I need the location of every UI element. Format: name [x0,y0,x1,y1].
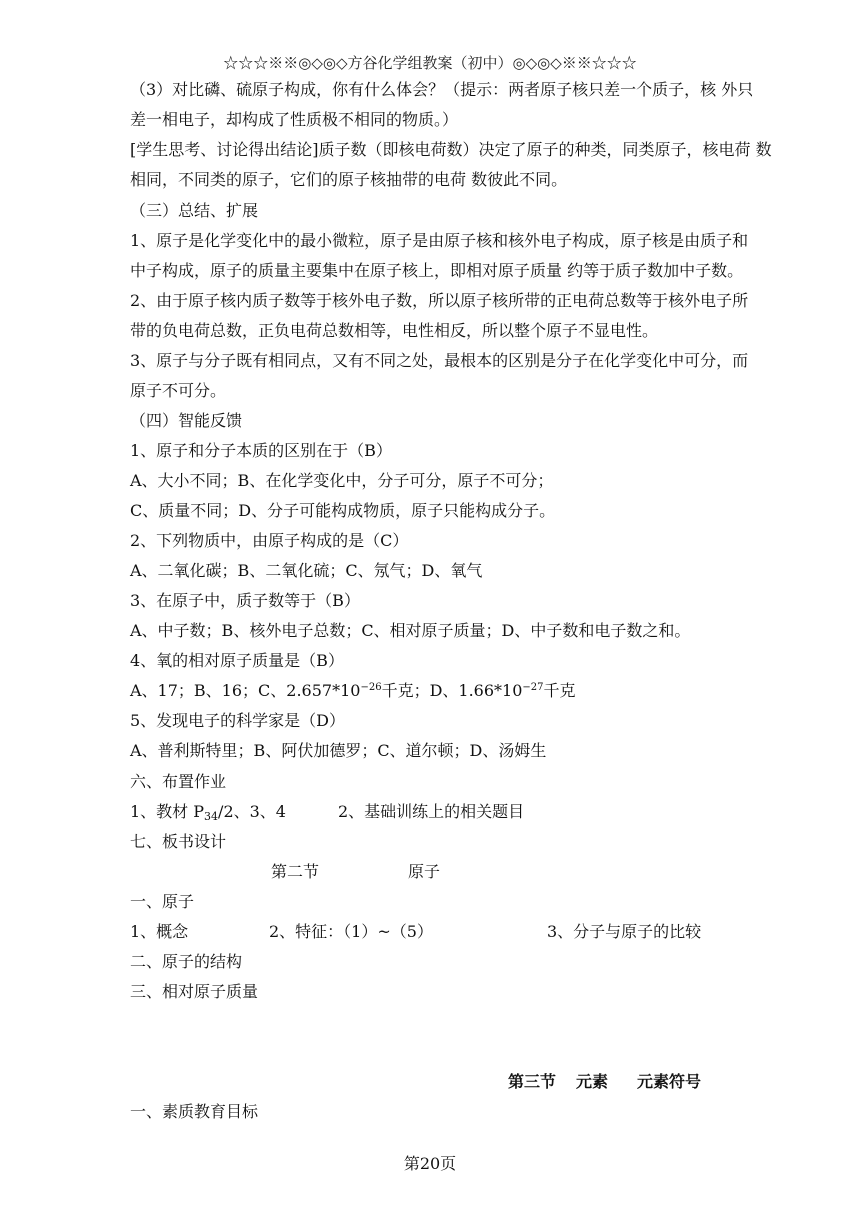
section4-title: （四）智能反馈 [130,411,243,430]
quiz-q3-options: A、中子数；B、核外电子总数；C、相对原子质量；D、中子数和电子数之和。 [130,621,691,640]
para2-line1: [学生思考、讨论得出结论]质子数（即核电荷数）决定了原子的种类，同类原子，核电荷 数 [130,140,772,159]
section7-title: 七、板书设计 [130,832,227,851]
para1-line2: 差一相电子，却构成了性质极不相同的物质。） [130,110,459,129]
board-item-1: 一、原子 [130,892,195,911]
q4-exponent-2: −27 [522,682,544,693]
board-sub-1: 1、概念 [130,922,189,941]
board-sub-2: 2、特征：（1）~（5） [269,922,433,941]
section6-title: 六、布置作业 [130,772,227,791]
next-section-item-1: 一、素质教育目标 [130,1102,259,1121]
homework-1 [130,801,286,823]
quiz-q1-options-b: C、质量不同；D、分子可能构成物质，原子只能构成分子。 [130,501,556,520]
summary-3-line1: 3、原子与分子既有相同点，又有不同之处，最根本的区别是分子在化学变化中可分，而 [130,351,749,370]
homework-1-page-sub: 34 [204,810,219,823]
homework-2: 2、基础训练上的相关题目 [338,802,525,821]
board-sub-3: 3、分子与原子的比较 [547,922,702,941]
next-section-topic: 元素 [576,1072,609,1091]
quiz-q4-options [130,680,576,702]
homework-1-post: /2、3、4 [218,802,286,821]
q4-exponent-1: −26 [360,682,382,693]
quiz-q1-options-a: A、大小不同；B、在化学变化中，分子可分，原子不可分； [130,471,554,490]
board-item-2: 二、原子的结构 [130,952,243,971]
quiz-q5-options: A、普利斯特里；B、阿伏加德罗；C、道尔顿；D、汤姆生 [130,741,547,760]
page-number: 第20页 [403,1154,457,1173]
next-section-number: 第三节 [508,1072,557,1091]
summary-2-line1: 2、由于原子核内质子数等于核外电子数，所以原子核所带的正电荷总数等于核外电子所 [130,291,749,310]
q4-options-post: 千克 [543,681,576,700]
para2-line2: 相同，不同类的原子，它们的原子核抽带的电荷 数彼此不同。 [130,170,568,189]
q4-options-pre: A、17；B、16；C、2.657*10 [130,681,361,700]
quiz-q1: 1、原子和分子本质的区别在于（B） [130,441,392,460]
summary-1-line2: 中子构成，原子的质量主要集中在原子核上，即相对原子质量 约等于质子数加中子数。 [130,261,744,280]
quiz-q2: 2、下列物质中，由原子构成的是（C） [130,531,409,550]
quiz-q2-options: A、二氧化碳；B、二氧化硫；C、氖气；D、氧气 [130,561,483,580]
board-section-label: 第二节 [271,862,320,881]
summary-2-line2: 带的负电荷总数，正负电荷总数相等，电性相反，所以整个原子不显电性。 [130,321,659,340]
summary-1-line1: 1、原子是化学变化中的最小微粒，原子是由原子核和核外电子构成，原子核是由质子和 [130,231,749,250]
quiz-q5: 5、发现电子的科学家是（D） [130,711,346,730]
section3-title: （三）总结、扩展 [130,201,259,220]
homework-1-pre: 1、教材 P [130,802,205,821]
page-header: ☆☆☆※※◎◇◎◇方谷化学组教案（初中）◎◇◎◇※※☆☆☆ [223,54,637,72]
q4-options-mid: 千克；D、1.66*10 [381,681,523,700]
quiz-q3: 3、在原子中，质子数等于（B） [130,591,360,610]
board-section-topic: 原子 [408,862,441,881]
next-section-subtopic: 元素符号 [637,1072,702,1091]
quiz-q4: 4、氧的相对原子质量是（B） [130,651,344,670]
board-item-3: 三、相对原子质量 [130,982,259,1001]
para1-line1: （3）对比磷、硫原子构成，你有什么体会？（提示：两者原子核只差一个质子，核 外只 [130,80,754,99]
summary-3-line2: 原子不可分。 [130,381,227,400]
